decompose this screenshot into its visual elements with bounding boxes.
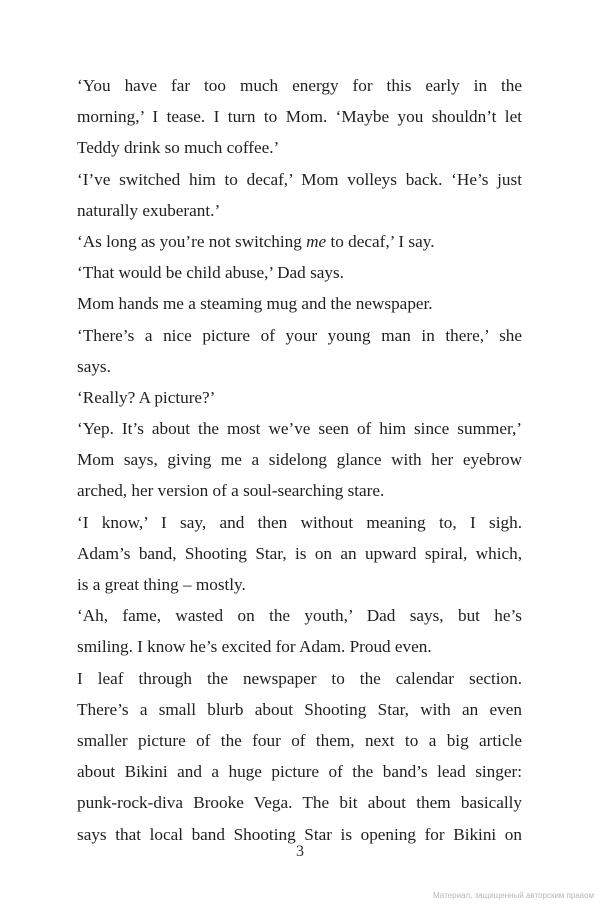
text-line (77, 663, 522, 694)
text-segment: Adam’s band, Shooting Star, is on an upward spiral, which, (77, 543, 522, 563)
text-line (77, 351, 522, 382)
text-segment: ‘Yep. It’s about the most we’ve seen of him since summer,’ (77, 419, 522, 439)
text-segment: ‘Really? A picture?’ (77, 387, 216, 407)
text-segment: punk-rock-diva Brooke Vega. The bit about them basically (77, 793, 522, 813)
text-segment: Mom says, giving me a sidelong glance with her eyebrow (77, 450, 522, 470)
text-segment: about Bikini and a huge picture of the band’s lead singer: (77, 762, 522, 782)
text-line (77, 132, 522, 163)
text-segment: smiling. I know he’s excited for Adam. Proud even. (77, 637, 432, 657)
text-line (77, 725, 522, 756)
text-line (77, 600, 522, 631)
text-line (77, 444, 522, 475)
text-line (77, 475, 522, 506)
text-segment: says that local band Shooting Star is opening for Bikini on (77, 824, 522, 844)
text-segment: naturally exuberant.’ (77, 200, 221, 220)
text-line (77, 257, 522, 288)
text-segment: is a great thing – mostly. (77, 575, 246, 594)
text-segment: Mom hands me a steaming mug and the newspaper. (77, 294, 433, 314)
text-line (77, 538, 522, 569)
text-line (77, 101, 522, 132)
text-segment: ‘There’s a nice picture of your young man in there,’ she (77, 325, 522, 345)
text-segment: There’s a small blurb about Shooting Star, with an even (77, 699, 522, 719)
text-segment: says. (77, 356, 111, 376)
text-segment: morning,’ I tease. I turn to Mom. ‘Maybe you shouldn’t let (77, 107, 522, 127)
body-text (77, 70, 522, 850)
text-line (77, 226, 522, 257)
text-line (77, 787, 522, 818)
text-segment: to decaf,’ I say. (326, 231, 435, 251)
text-segment: arched, her version of a soul-searching stare. (77, 481, 385, 501)
text-line (77, 694, 522, 725)
text-segment: ‘I know,’ I say, and then without meaning to, I sigh. (77, 512, 522, 532)
text-line (77, 631, 522, 662)
text-line (77, 288, 522, 319)
page-number: 3 (296, 843, 304, 860)
text-segment: ‘That would be child abuse,’ Dad says. (77, 263, 344, 283)
text-line (77, 569, 522, 600)
text-line (77, 382, 522, 413)
copyright-watermark: Материал, защищенный авторским правом (433, 891, 594, 900)
text-segment: I leaf through the newspaper to the calendar section. (77, 668, 522, 688)
text-line (77, 413, 522, 444)
text-line (77, 164, 522, 195)
text-line (77, 756, 522, 787)
text-segment: smaller picture of the four of them, next to a big article (77, 730, 522, 750)
text-line (77, 195, 522, 226)
text-segment: ‘I’ve switched him to decaf,’ Mom volleys back. ‘He’s just (77, 169, 522, 189)
text-line (77, 70, 522, 101)
text-line (77, 320, 522, 351)
text-line (77, 507, 522, 538)
text-segment: Teddy drink so much coffee.’ (77, 138, 280, 158)
text-segment: ‘As long as you’re not switching (77, 231, 307, 251)
italic-text: me (306, 231, 327, 251)
text-segment: ‘You have far too much energy for this early in the (77, 76, 522, 95)
text-segment: ‘Ah, fame, wasted on the youth,’ Dad says, but he’s (77, 606, 522, 626)
